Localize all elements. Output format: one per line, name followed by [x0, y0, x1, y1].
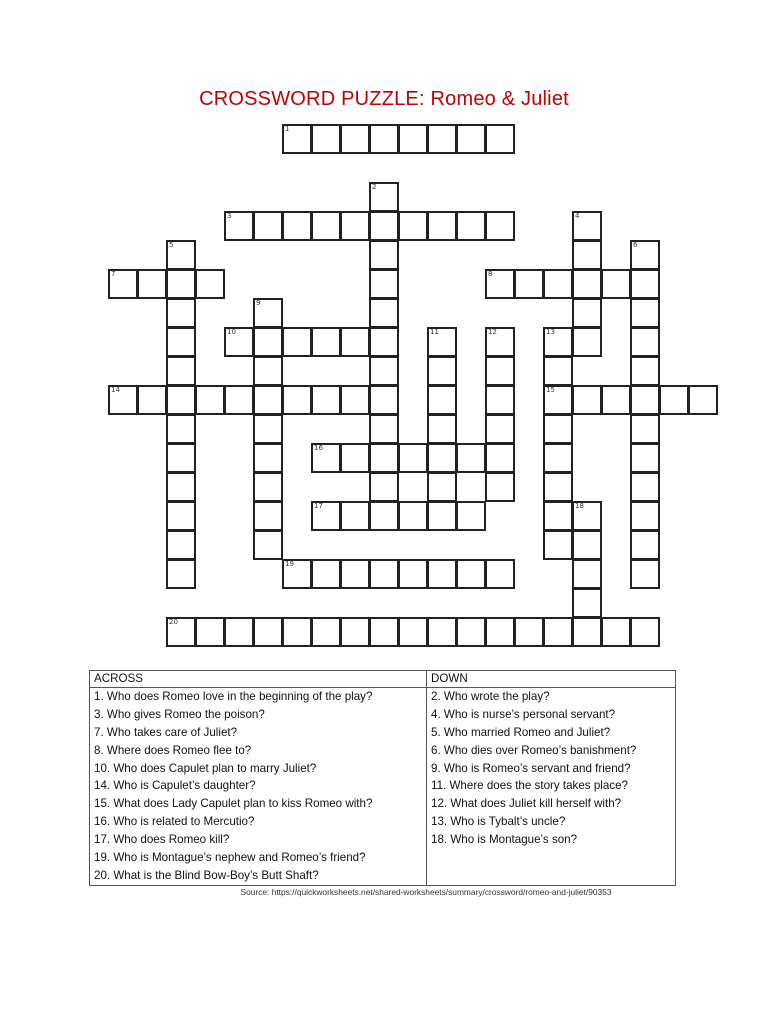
grid-cell[interactable] [340, 559, 370, 589]
grid-cell[interactable] [137, 385, 167, 415]
grid-cell[interactable] [543, 385, 573, 415]
down-clue: 2. Who wrote the play? [431, 690, 550, 703]
grid-cell[interactable] [253, 530, 283, 560]
grid-cell[interactable] [253, 443, 283, 473]
grid-cell[interactable] [369, 124, 399, 154]
grid-cell[interactable] [166, 501, 196, 531]
grid-cell[interactable] [398, 443, 428, 473]
grid-cell[interactable] [543, 501, 573, 531]
grid-cell[interactable] [572, 530, 602, 560]
grid-cell[interactable] [485, 211, 515, 241]
grid-cell[interactable] [456, 617, 486, 647]
down-clue: 6. Who dies over Romeo’s banishment? [431, 743, 637, 757]
clue-number: 16 [314, 444, 323, 452]
page-title: CROSSWORD PUZZLE: Romeo & Juliet [199, 88, 569, 110]
grid-cell[interactable] [485, 327, 515, 357]
clue-number: 5 [169, 241, 174, 249]
grid-cell[interactable] [253, 472, 283, 502]
grid-cell[interactable] [398, 501, 428, 531]
grid-cell[interactable] [601, 269, 631, 299]
grid-cell[interactable] [166, 385, 196, 415]
grid-cell[interactable] [485, 617, 515, 647]
grid-cell[interactable] [427, 501, 457, 531]
grid-cell[interactable] [340, 327, 370, 357]
across-clue: 14. Who is Capulet’s daughter? [94, 779, 256, 793]
grid-cell[interactable] [282, 327, 312, 357]
grid-cell[interactable] [253, 501, 283, 531]
grid-cell[interactable] [340, 124, 370, 154]
grid-cell[interactable] [340, 617, 370, 647]
down-clue-list [427, 688, 676, 886]
grid-cell[interactable] [514, 269, 544, 299]
grid-cell[interactable] [253, 327, 283, 357]
grid-cell[interactable] [543, 617, 573, 647]
clue-number: 18 [575, 502, 584, 510]
clue-number: 19 [285, 560, 294, 568]
grid-cell[interactable] [485, 559, 515, 589]
clue-number: 17 [314, 502, 323, 510]
grid-cell[interactable] [427, 559, 457, 589]
grid-cell[interactable] [485, 414, 515, 444]
grid-cell[interactable] [311, 559, 341, 589]
down-clue: 12. What does Juliet kill herself with? [431, 797, 622, 811]
grid-cell[interactable] [543, 530, 573, 560]
grid-cell[interactable] [282, 124, 312, 154]
across-clue: 15. What does Lady Capulet plan to kiss Romeo with? [94, 797, 373, 811]
clue-number: 2 [372, 183, 377, 191]
grid-cell[interactable] [630, 414, 660, 444]
grid-cell[interactable] [166, 327, 196, 357]
grid-cell[interactable] [369, 298, 399, 328]
grid-cell[interactable] [572, 269, 602, 299]
grid-cell[interactable] [253, 298, 283, 328]
grid-cell[interactable] [630, 269, 660, 299]
grid-cell[interactable] [166, 414, 196, 444]
across-clue: 7. Who takes care of Juliet? [94, 725, 238, 739]
grid-cell[interactable] [369, 240, 399, 270]
grid-cell[interactable] [427, 617, 457, 647]
grid-cell[interactable] [630, 240, 660, 270]
grid-cell[interactable] [282, 617, 312, 647]
grid-cell[interactable] [543, 443, 573, 473]
clue-number: 12 [488, 328, 497, 336]
grid-cell[interactable] [601, 617, 631, 647]
across-clue: 1. Who does Romeo love in the beginning of the play? [94, 690, 373, 703]
down-clue: 13. Who is Tybalt’s uncle? [431, 815, 566, 829]
grid-cell[interactable] [572, 298, 602, 328]
grid-cell[interactable] [485, 443, 515, 473]
grid-cell[interactable] [340, 385, 370, 415]
grid-cell[interactable] [224, 327, 254, 357]
grid-cell[interactable] [398, 211, 428, 241]
grid-cell[interactable] [166, 472, 196, 502]
grid-cell[interactable] [630, 472, 660, 502]
grid-cell[interactable] [456, 443, 486, 473]
grid-cell[interactable] [485, 356, 515, 386]
grid-cell[interactable] [282, 211, 312, 241]
grid-cell[interactable] [543, 327, 573, 357]
grid-cell[interactable] [253, 211, 283, 241]
grid-cell[interactable] [659, 385, 689, 415]
grid-cell[interactable] [224, 617, 254, 647]
clue-number: 11 [430, 328, 439, 336]
grid-cell[interactable] [311, 211, 341, 241]
grid-cell[interactable] [630, 617, 660, 647]
grid-cell[interactable] [311, 443, 341, 473]
grid-cell[interactable] [166, 617, 196, 647]
grid-cell[interactable] [630, 298, 660, 328]
grid-cell[interactable] [456, 211, 486, 241]
grid-cell[interactable] [630, 501, 660, 531]
grid-cell[interactable] [195, 385, 225, 415]
grid-cell[interactable] [369, 501, 399, 531]
grid-cell[interactable] [601, 385, 631, 415]
across-header: ACROSS [90, 671, 427, 688]
grid-cell[interactable] [311, 327, 341, 357]
grid-cell[interactable] [485, 124, 515, 154]
clue-number: 15 [546, 386, 555, 394]
grid-cell[interactable] [253, 385, 283, 415]
grid-cell[interactable] [485, 269, 515, 299]
clue-number: 7 [111, 270, 116, 278]
grid-cell[interactable] [282, 385, 312, 415]
across-clue: 19. Who is Montague’s nephew and Romeo’s friend? [94, 851, 366, 865]
grid-cell[interactable] [456, 124, 486, 154]
grid-cell[interactable] [369, 182, 399, 212]
down-clue: 4. Who is nurse’s personal servant? [431, 707, 616, 721]
grid-cell[interactable] [369, 472, 399, 502]
grid-cell[interactable] [572, 617, 602, 647]
grid-cell[interactable] [282, 559, 312, 589]
across-clue: 10. Who does Capulet plan to marry Juliet? [94, 761, 317, 775]
grid-cell[interactable] [369, 356, 399, 386]
grid-cell[interactable] [456, 501, 486, 531]
grid-cell[interactable] [543, 472, 573, 502]
grid-cell[interactable] [398, 559, 428, 589]
grid-cell[interactable] [369, 269, 399, 299]
clue-number: 8 [488, 270, 493, 278]
grid-cell[interactable] [311, 385, 341, 415]
grid-cell[interactable] [427, 385, 457, 415]
grid-cell[interactable] [253, 617, 283, 647]
grid-cell[interactable] [166, 356, 196, 386]
clue-number: 9 [256, 299, 261, 307]
clue-number: 1 [285, 125, 290, 133]
grid-cell[interactable] [166, 298, 196, 328]
grid-cell[interactable] [630, 356, 660, 386]
clue-number: 10 [227, 328, 236, 336]
grid-cell[interactable] [427, 124, 457, 154]
grid-cell[interactable] [572, 327, 602, 357]
grid-cell[interactable] [137, 269, 167, 299]
clue-number: 6 [633, 241, 638, 249]
grid-cell[interactable] [108, 269, 138, 299]
across-clue: 8. Where does Romeo flee to? [94, 743, 252, 757]
grid-cell[interactable] [369, 211, 399, 241]
clue-number: 4 [575, 212, 580, 220]
down-clue: 9. Who is Romeo’s servant and friend? [431, 761, 631, 775]
grid-cell[interactable] [369, 617, 399, 647]
grid-cell[interactable] [514, 617, 544, 647]
grid-cell[interactable] [108, 385, 138, 415]
grid-cell[interactable] [224, 211, 254, 241]
grid-cell[interactable] [427, 327, 457, 357]
grid-cell[interactable] [572, 240, 602, 270]
grid-cell[interactable] [253, 414, 283, 444]
grid-cell[interactable] [456, 559, 486, 589]
clue-number: 20 [169, 618, 178, 626]
grid-cell[interactable] [311, 124, 341, 154]
grid-cell[interactable] [340, 211, 370, 241]
grid-cell[interactable] [572, 385, 602, 415]
grid-cell[interactable] [369, 414, 399, 444]
grid-cell[interactable] [224, 385, 254, 415]
grid-cell[interactable] [398, 617, 428, 647]
grid-cell[interactable] [311, 617, 341, 647]
grid-cell[interactable] [485, 385, 515, 415]
grid-cell[interactable] [166, 530, 196, 560]
down-clue: 5. Who married Romeo and Juliet? [431, 725, 611, 739]
grid-cell[interactable] [427, 472, 457, 502]
grid-cell[interactable] [369, 559, 399, 589]
grid-cell[interactable] [630, 385, 660, 415]
grid-cell[interactable] [166, 240, 196, 270]
down-clue: 18. Who is Montague’s son? [431, 833, 578, 847]
source-note: Source: https://quickworksheets.net/shared-worksheets/summary/crossword/romeo-and-juliet/90353 [240, 887, 612, 897]
grid-cell[interactable] [427, 414, 457, 444]
grid-cell[interactable] [630, 327, 660, 357]
grid-cell[interactable] [195, 617, 225, 647]
across-clue: 17. Who does Romeo kill? [94, 833, 230, 847]
grid-cell[interactable] [630, 559, 660, 589]
across-clue-list [90, 688, 427, 886]
grid-cell[interactable] [543, 414, 573, 444]
grid-cell[interactable] [543, 356, 573, 386]
grid-cell[interactable] [166, 443, 196, 473]
grid-cell[interactable] [427, 443, 457, 473]
clue-number: 14 [111, 386, 120, 394]
clue-number: 13 [546, 328, 555, 336]
clue-table [89, 670, 676, 886]
grid-cell[interactable] [311, 501, 341, 531]
grid-cell[interactable] [340, 501, 370, 531]
grid-cell[interactable] [369, 327, 399, 357]
grid-cell[interactable] [630, 443, 660, 473]
grid-cell[interactable] [572, 211, 602, 241]
grid-cell[interactable] [398, 124, 428, 154]
down-clue: 11. Where does the story takes place? [431, 779, 628, 793]
grid-cell[interactable] [572, 501, 602, 531]
grid-cell[interactable] [485, 472, 515, 502]
grid-cell[interactable] [195, 269, 225, 299]
grid-cell[interactable] [543, 269, 573, 299]
grid-cell[interactable] [572, 559, 602, 589]
grid-cell[interactable] [572, 588, 602, 618]
grid-cell[interactable] [427, 356, 457, 386]
grid-cell[interactable] [340, 443, 370, 473]
grid-cell[interactable] [688, 385, 718, 415]
grid-cell[interactable] [630, 530, 660, 560]
grid-cell[interactable] [253, 356, 283, 386]
grid-cell[interactable] [166, 559, 196, 589]
across-clue: 16. Who is related to Mercutio? [94, 815, 255, 829]
across-clue: 20. What is the Blind Bow-Boy’s Butt Shaft? [94, 868, 319, 882]
down-header: DOWN [427, 671, 676, 688]
grid-cell[interactable] [427, 211, 457, 241]
across-clue: 3. Who gives Romeo the poison? [94, 707, 265, 721]
grid-cell[interactable] [369, 443, 399, 473]
grid-cell[interactable] [166, 269, 196, 299]
grid-cell[interactable] [369, 385, 399, 415]
clue-number: 3 [227, 212, 232, 220]
